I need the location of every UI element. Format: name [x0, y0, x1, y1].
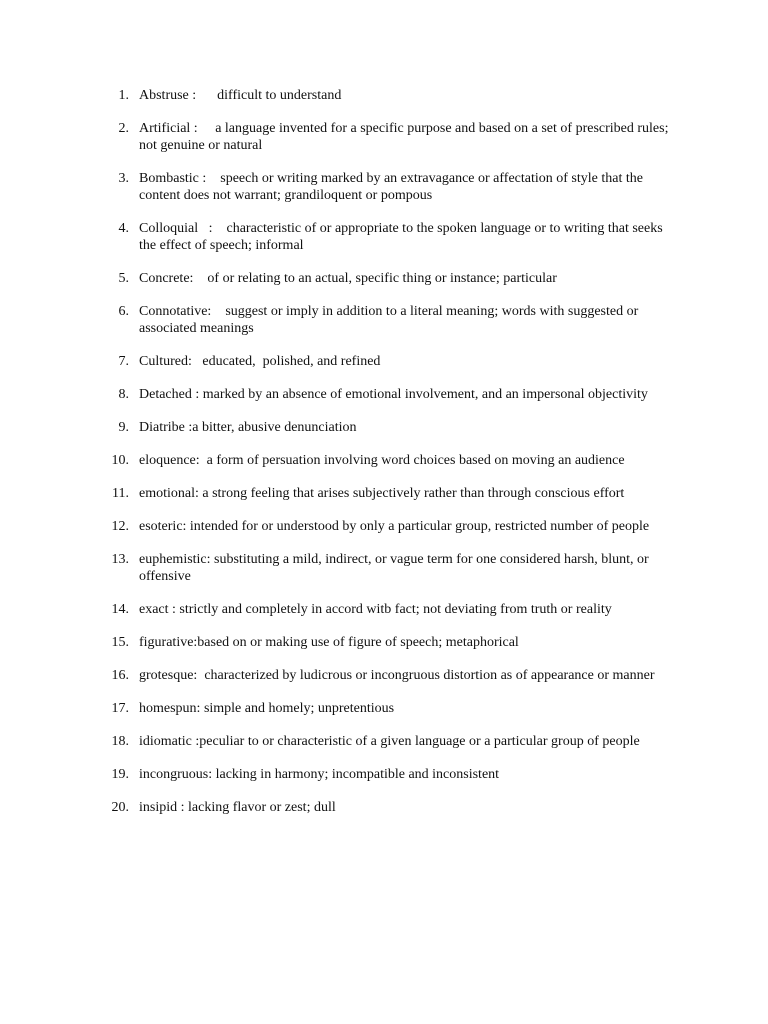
item-definition: euphemistic: substituting a mild, indirect, or vague term for one considered harsh, blunt, or offensive	[139, 552, 653, 584]
list-item	[0, 667, 768, 684]
item-definition: insipid : lacking flavor or zest; dull	[139, 800, 336, 815]
item-number: 15.	[111, 635, 129, 650]
item-number: 2.	[118, 121, 129, 136]
list-item	[0, 386, 768, 403]
list-item	[0, 120, 768, 154]
item-number: 9.	[118, 420, 129, 435]
list-item	[0, 353, 768, 370]
item-number: 14.	[111, 602, 129, 617]
item-definition: Cultured: educated, polished, and refined	[139, 354, 381, 369]
item-definition: esoteric: intended for or understood by only a particular group, restricted number of people	[139, 519, 650, 534]
item-definition: Connotative: suggest or imply in addition to a literal meaning; words with suggested or associated meanings	[139, 304, 642, 336]
item-definition: homespun: simple and homely; unpretentious	[139, 701, 395, 716]
list-item	[0, 452, 768, 469]
item-number: 17.	[111, 701, 129, 716]
list-item	[0, 799, 768, 816]
item-number: 20.	[111, 800, 129, 815]
list-item	[0, 87, 768, 104]
list-item	[0, 551, 768, 585]
item-number: 11.	[112, 486, 129, 501]
item-number: 18.	[111, 734, 129, 749]
item-definition: figurative:based on or making use of figure of speech; metaphorical	[139, 635, 519, 650]
list-item	[0, 303, 768, 337]
item-definition: exact : strictly and completely in accord witb fact; not deviating from truth or reality	[139, 602, 612, 617]
item-definition: Colloquial : characteristic of or appropriate to the spoken language or to writing that seeks the effect of speech; informal	[139, 221, 667, 253]
list-item	[0, 700, 768, 717]
item-number: 10.	[111, 453, 129, 468]
list-item	[0, 601, 768, 618]
list-item	[0, 766, 768, 783]
item-definition: Bombastic : speech or writing marked by an extravagance or affectation of style that the content does not warrant; grandiloquent or pompous	[139, 171, 647, 203]
item-definition: Artificial : a language invented for a specific purpose and based on a set of prescribed rules; not genuine or natural	[139, 121, 672, 153]
list-item	[0, 170, 768, 204]
list-item	[0, 419, 768, 436]
item-number: 6.	[118, 304, 129, 319]
item-definition: Abstruse : difficult to understand	[139, 88, 342, 103]
item-number: 1.	[118, 88, 129, 103]
list-item	[0, 220, 768, 254]
item-definition: emotional: a strong feeling that arises subjectively rather than through conscious effort	[139, 486, 625, 501]
item-definition: incongruous: lacking in harmony; incompatible and inconsistent	[139, 767, 500, 782]
item-definition: grotesque: characterized by ludicrous or incongruous distortion as of appearance or manner	[139, 668, 655, 683]
item-number: 13.	[111, 552, 129, 567]
item-number: 4.	[118, 221, 129, 236]
item-definition: Detached : marked by an absence of emotional involvement, and an impersonal objectivity	[139, 387, 648, 402]
item-definition: Diatribe :a bitter, abusive denunciation	[139, 420, 357, 435]
item-number: 19.	[111, 767, 129, 782]
item-number: 3.	[118, 171, 129, 186]
list-item	[0, 270, 768, 287]
list-item	[0, 733, 768, 750]
item-number: 7.	[118, 354, 129, 369]
list-item	[0, 485, 768, 502]
item-number: 5.	[118, 271, 129, 286]
item-definition: eloquence: a form of persuation involving word choices based on moving an audience	[139, 453, 625, 468]
item-number: 16.	[111, 668, 129, 683]
item-number: 12.	[111, 519, 129, 534]
list-item	[0, 518, 768, 535]
item-definition: Concrete: of or relating to an actual, specific thing or instance; particular	[139, 271, 557, 286]
vocabulary-list	[0, 87, 768, 832]
list-item	[0, 634, 768, 651]
item-number: 8.	[118, 387, 129, 402]
item-definition: idiomatic :peculiar to or characteristic of a given language or a particular group of people	[139, 734, 640, 749]
